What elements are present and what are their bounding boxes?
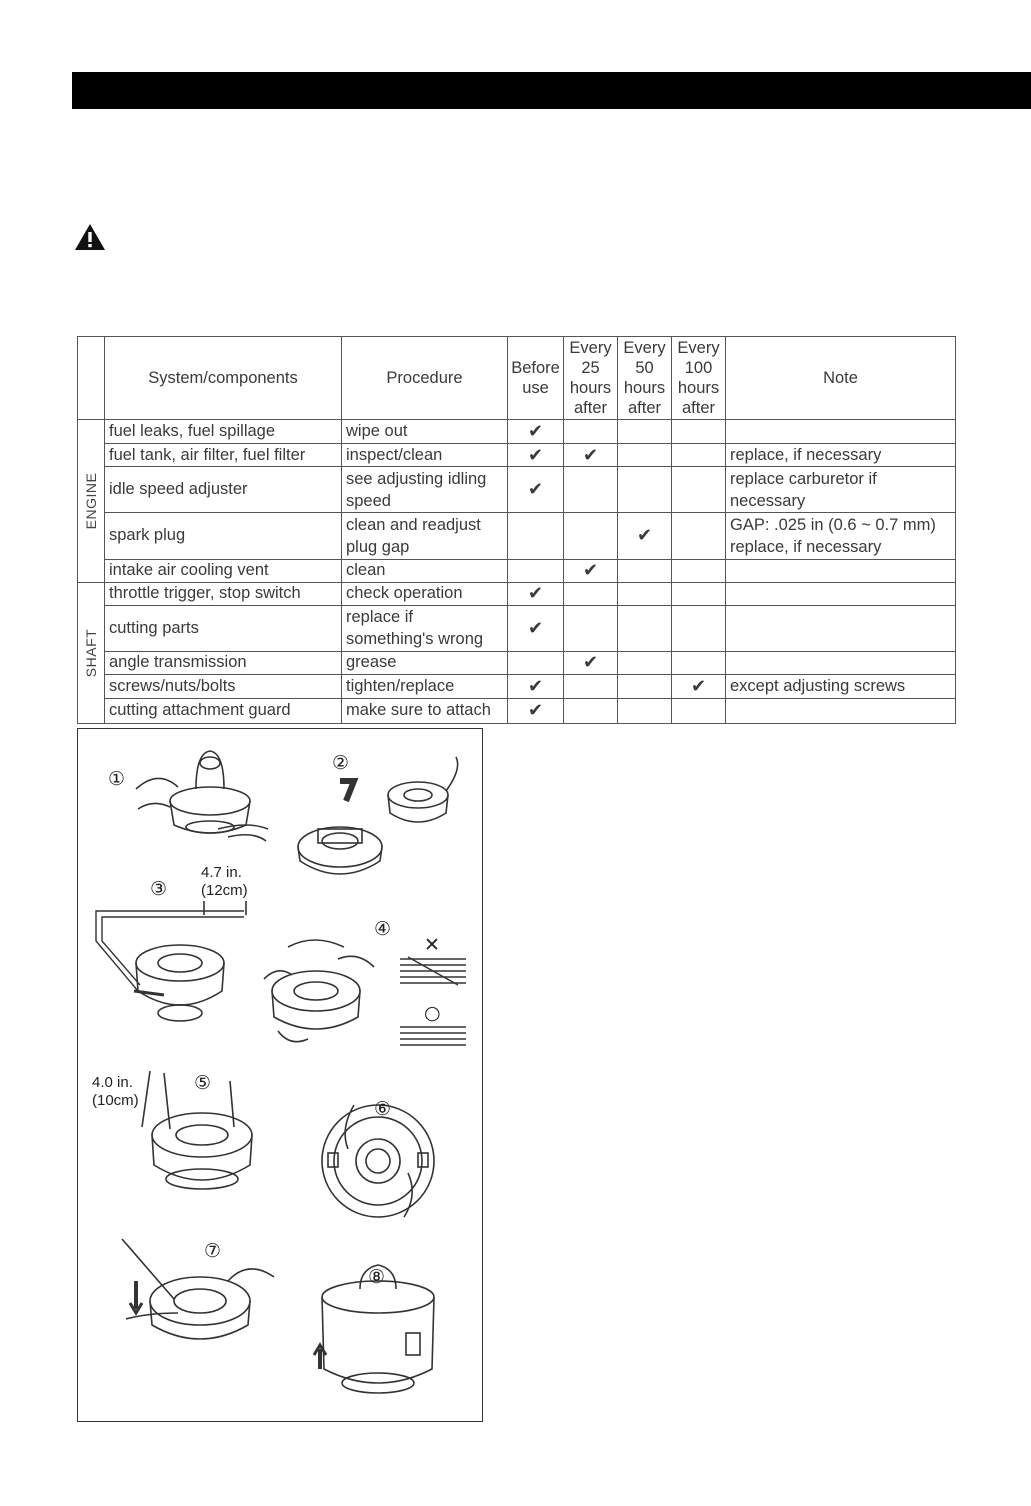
dimension-value-1: 4.7 in. <box>201 864 242 881</box>
trimmer-head-reload-figure <box>77 728 483 1422</box>
check-mark: ✔ <box>508 605 564 651</box>
step4-number: ④ <box>374 918 392 940</box>
table-row <box>78 444 956 467</box>
procedure-cell: tighten/replace <box>342 674 508 698</box>
check-mark: ✔ <box>508 420 564 444</box>
step3-number: ③ <box>150 878 168 900</box>
check-mark: ✔ <box>564 651 618 674</box>
procedure-cell: inspect/clean <box>342 444 508 467</box>
dimension-metric-2: (10cm) <box>92 1092 139 1109</box>
table-row <box>78 513 956 559</box>
engine-group-label: ENGINE <box>78 420 105 582</box>
check-mark: ✔ <box>508 698 564 723</box>
note-cell <box>726 582 956 605</box>
note-cell <box>726 651 956 674</box>
component-cell: screws/nuts/bolts <box>105 674 342 698</box>
table-row <box>78 674 956 698</box>
dimension-metric-1: (12cm) <box>201 882 248 899</box>
wrong-winding-mark: ✕ <box>424 934 440 956</box>
note-cell <box>726 698 956 723</box>
note-cell <box>726 605 956 651</box>
check-mark: ✔ <box>508 444 564 467</box>
table-row <box>78 651 956 674</box>
header-group-cell <box>78 337 105 420</box>
check-mark: ✔ <box>508 582 564 605</box>
check-mark: ✔ <box>672 674 726 698</box>
correct-winding-mark: ○ <box>424 1002 441 1024</box>
step1-number: ① <box>108 768 126 790</box>
component-cell: angle transmission <box>105 651 342 674</box>
procedure-cell: make sure to attach <box>342 698 508 723</box>
table-row <box>78 420 956 444</box>
section-header-bar <box>72 72 1031 109</box>
warning-icon <box>74 222 106 252</box>
procedure-cell: see adjusting idling speed <box>342 467 508 513</box>
component-cell: cutting attachment guard <box>105 698 342 723</box>
maintenance-schedule-table <box>77 336 956 724</box>
shaft-group-label: SHAFT <box>78 582 105 723</box>
step8-number: ⑧ <box>368 1266 386 1288</box>
table-row <box>78 559 956 582</box>
note-cell: GAP: .025 in (0.6 ~ 0.7 mm) replace, if necessary <box>726 513 956 559</box>
step1-illustration <box>136 751 268 841</box>
component-cell: throttle trigger, stop switch <box>105 582 342 605</box>
step3-illustration <box>96 901 246 1021</box>
header-every-50: Every 50 hours after <box>618 337 672 420</box>
table-header-row <box>78 337 956 420</box>
component-cell: fuel leaks, fuel spillage <box>105 420 342 444</box>
header-every-100: Every 100 hours after <box>672 337 726 420</box>
header-note: Note <box>726 337 956 420</box>
note-cell: replace, if necessary <box>726 444 956 467</box>
component-cell: cutting parts <box>105 605 342 651</box>
check-mark: ✔ <box>564 559 618 582</box>
component-cell: fuel tank, air filter, fuel filter <box>105 444 342 467</box>
step7-illustration <box>122 1239 274 1339</box>
check-mark: ✔ <box>508 674 564 698</box>
procedure-cell: grease <box>342 651 508 674</box>
step2-number: ② <box>332 752 350 774</box>
procedure-cell: check operation <box>342 582 508 605</box>
check-mark: ✔ <box>564 444 618 467</box>
step7-number: ⑦ <box>204 1240 222 1262</box>
table-row <box>78 467 956 513</box>
header-before-use: Before use <box>508 337 564 420</box>
check-mark: ✔ <box>508 467 564 513</box>
header-system: System/components <box>105 337 342 420</box>
component-cell: spark plug <box>105 513 342 559</box>
header-procedure: Procedure <box>342 337 508 420</box>
dimension-value-2: 4.0 in. <box>92 1074 133 1091</box>
step5-number: ⑤ <box>194 1072 212 1094</box>
header-every-25: Every 25 hours after <box>564 337 618 420</box>
note-cell <box>726 420 956 444</box>
table-row <box>78 605 956 651</box>
step2-illustration <box>298 757 458 874</box>
table-row <box>78 698 956 723</box>
figure-svg <box>78 729 482 1421</box>
component-cell: intake air cooling vent <box>105 559 342 582</box>
table-row <box>78 582 956 605</box>
note-cell: replace carburetor if necessary <box>726 467 956 513</box>
procedure-cell: wipe out <box>342 420 508 444</box>
procedure-cell: clean and readjust plug gap <box>342 513 508 559</box>
check-mark: ✔ <box>618 513 672 559</box>
procedure-cell: replace if something's wrong <box>342 605 508 651</box>
component-cell: idle speed adjuster <box>105 467 342 513</box>
step6-illustration <box>322 1105 434 1217</box>
note-cell <box>726 559 956 582</box>
procedure-cell: clean <box>342 559 508 582</box>
note-cell: except adjusting screws <box>726 674 956 698</box>
step6-number: ⑥ <box>374 1098 392 1120</box>
